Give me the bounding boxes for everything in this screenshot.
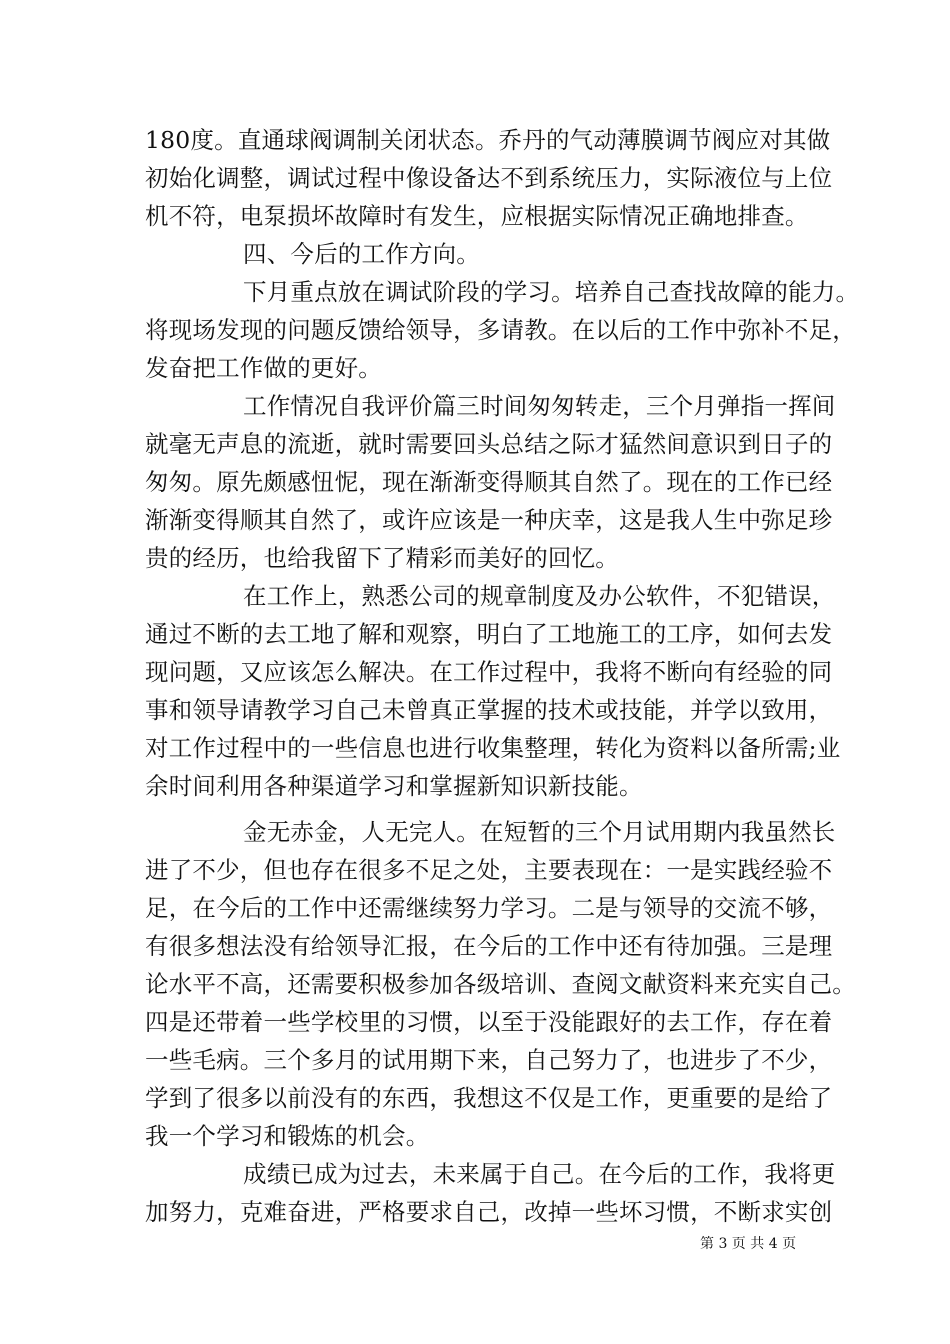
body-line: 渐渐变得顺其自然了，或许应该是一种庆幸，这是我人生中弥足珍 [145, 506, 833, 534]
body-line: 工作情况自我评价篇三时间匆匆转走，三个月弹指一挥间 [243, 392, 836, 420]
body-line: 金无赤金，人无完人。在短暂的三个月试用期内我虽然长 [243, 818, 836, 846]
body-line: 论水平不高，还需要积极参加各级培训、查阅文献资料来充实自己。 [145, 970, 856, 998]
body-line: 学到了很多以前没有的东西，我想这不仅是工作，更重要的是给了 [145, 1084, 833, 1112]
body-line: 加努力，克难奋进，严格要求自己，改掉一些坏习惯，不断求实创 [145, 1198, 833, 1226]
body-line: 事和领导请教学习自己未曾真正掌握的技术或技能，并学以致用， [145, 696, 833, 724]
body-line: 通过不断的去工地了解和观察，明白了工地施工的工序，如何去发 [145, 620, 833, 648]
body-line: 匆匆。原先颇感忸怩，现在渐渐变得顺其自然了。现在的工作已经 [145, 468, 833, 496]
page-number-footer: 第 3 页 共 4 页 [700, 1236, 797, 1252]
body-line: 在工作上，熟悉公司的规章制度及办公软件，不犯错误， [243, 582, 836, 610]
body-line: 现问题，又应该怎么解决。在工作过程中，我将不断向有经验的同 [145, 658, 833, 686]
body-line: 余时间利用各种渠道学习和掌握新知识新技能。 [145, 772, 643, 800]
body-line: 发奋把工作做的更好。 [145, 354, 382, 382]
body-line: 将现场发现的问题反馈给领导，多请教。在以后的工作中弥补不足， [145, 316, 856, 344]
body-line: 对工作过程中的一些信息也进行收集整理，转化为资料以备所需;业 [145, 734, 841, 762]
body-line: 四是还带着一些学校里的习惯，以至于没能跟好的去工作，存在着 [145, 1008, 833, 1036]
body-line: 进了不少，但也存在很多不足之处，主要表现在：一是实践经验不 [145, 856, 833, 884]
body-line: 180度。直通球阀调制关闭状态。乔丹的气动薄膜调节阀应对其做 [145, 126, 831, 154]
body-line: 下月重点放在调试阶段的学习。培养自己查找故障的能力。 [243, 278, 860, 306]
section-heading: 四、今后的工作方向。 [243, 240, 480, 268]
body-line: 初始化调整，调试过程中像设备达不到系统压力，实际液位与上位 [145, 164, 833, 192]
body-line: 一些毛病。三个多月的试用期下来，自己努力了，也进步了不少， [145, 1046, 833, 1074]
body-line: 机不符，电泵损坏故障时有发生，应根据实际情况正确地排查。 [145, 202, 809, 230]
body-line: 我一个学习和锻炼的机会。 [145, 1122, 430, 1150]
body-line: 成绩已成为过去，未来属于自己。在今后的工作，我将更 [243, 1160, 836, 1188]
body-line: 就毫无声息的流逝，就时需要回头总结之际才猛然间意识到日子的 [145, 430, 833, 458]
body-line: 有很多想法没有给领导汇报，在今后的工作中还有待加强。三是理 [145, 932, 833, 960]
body-line: 足，在今后的工作中还需继续努力学习。二是与领导的交流不够， [145, 894, 833, 922]
body-line: 贵的经历，也给我留下了精彩而美好的回忆。 [145, 544, 619, 572]
